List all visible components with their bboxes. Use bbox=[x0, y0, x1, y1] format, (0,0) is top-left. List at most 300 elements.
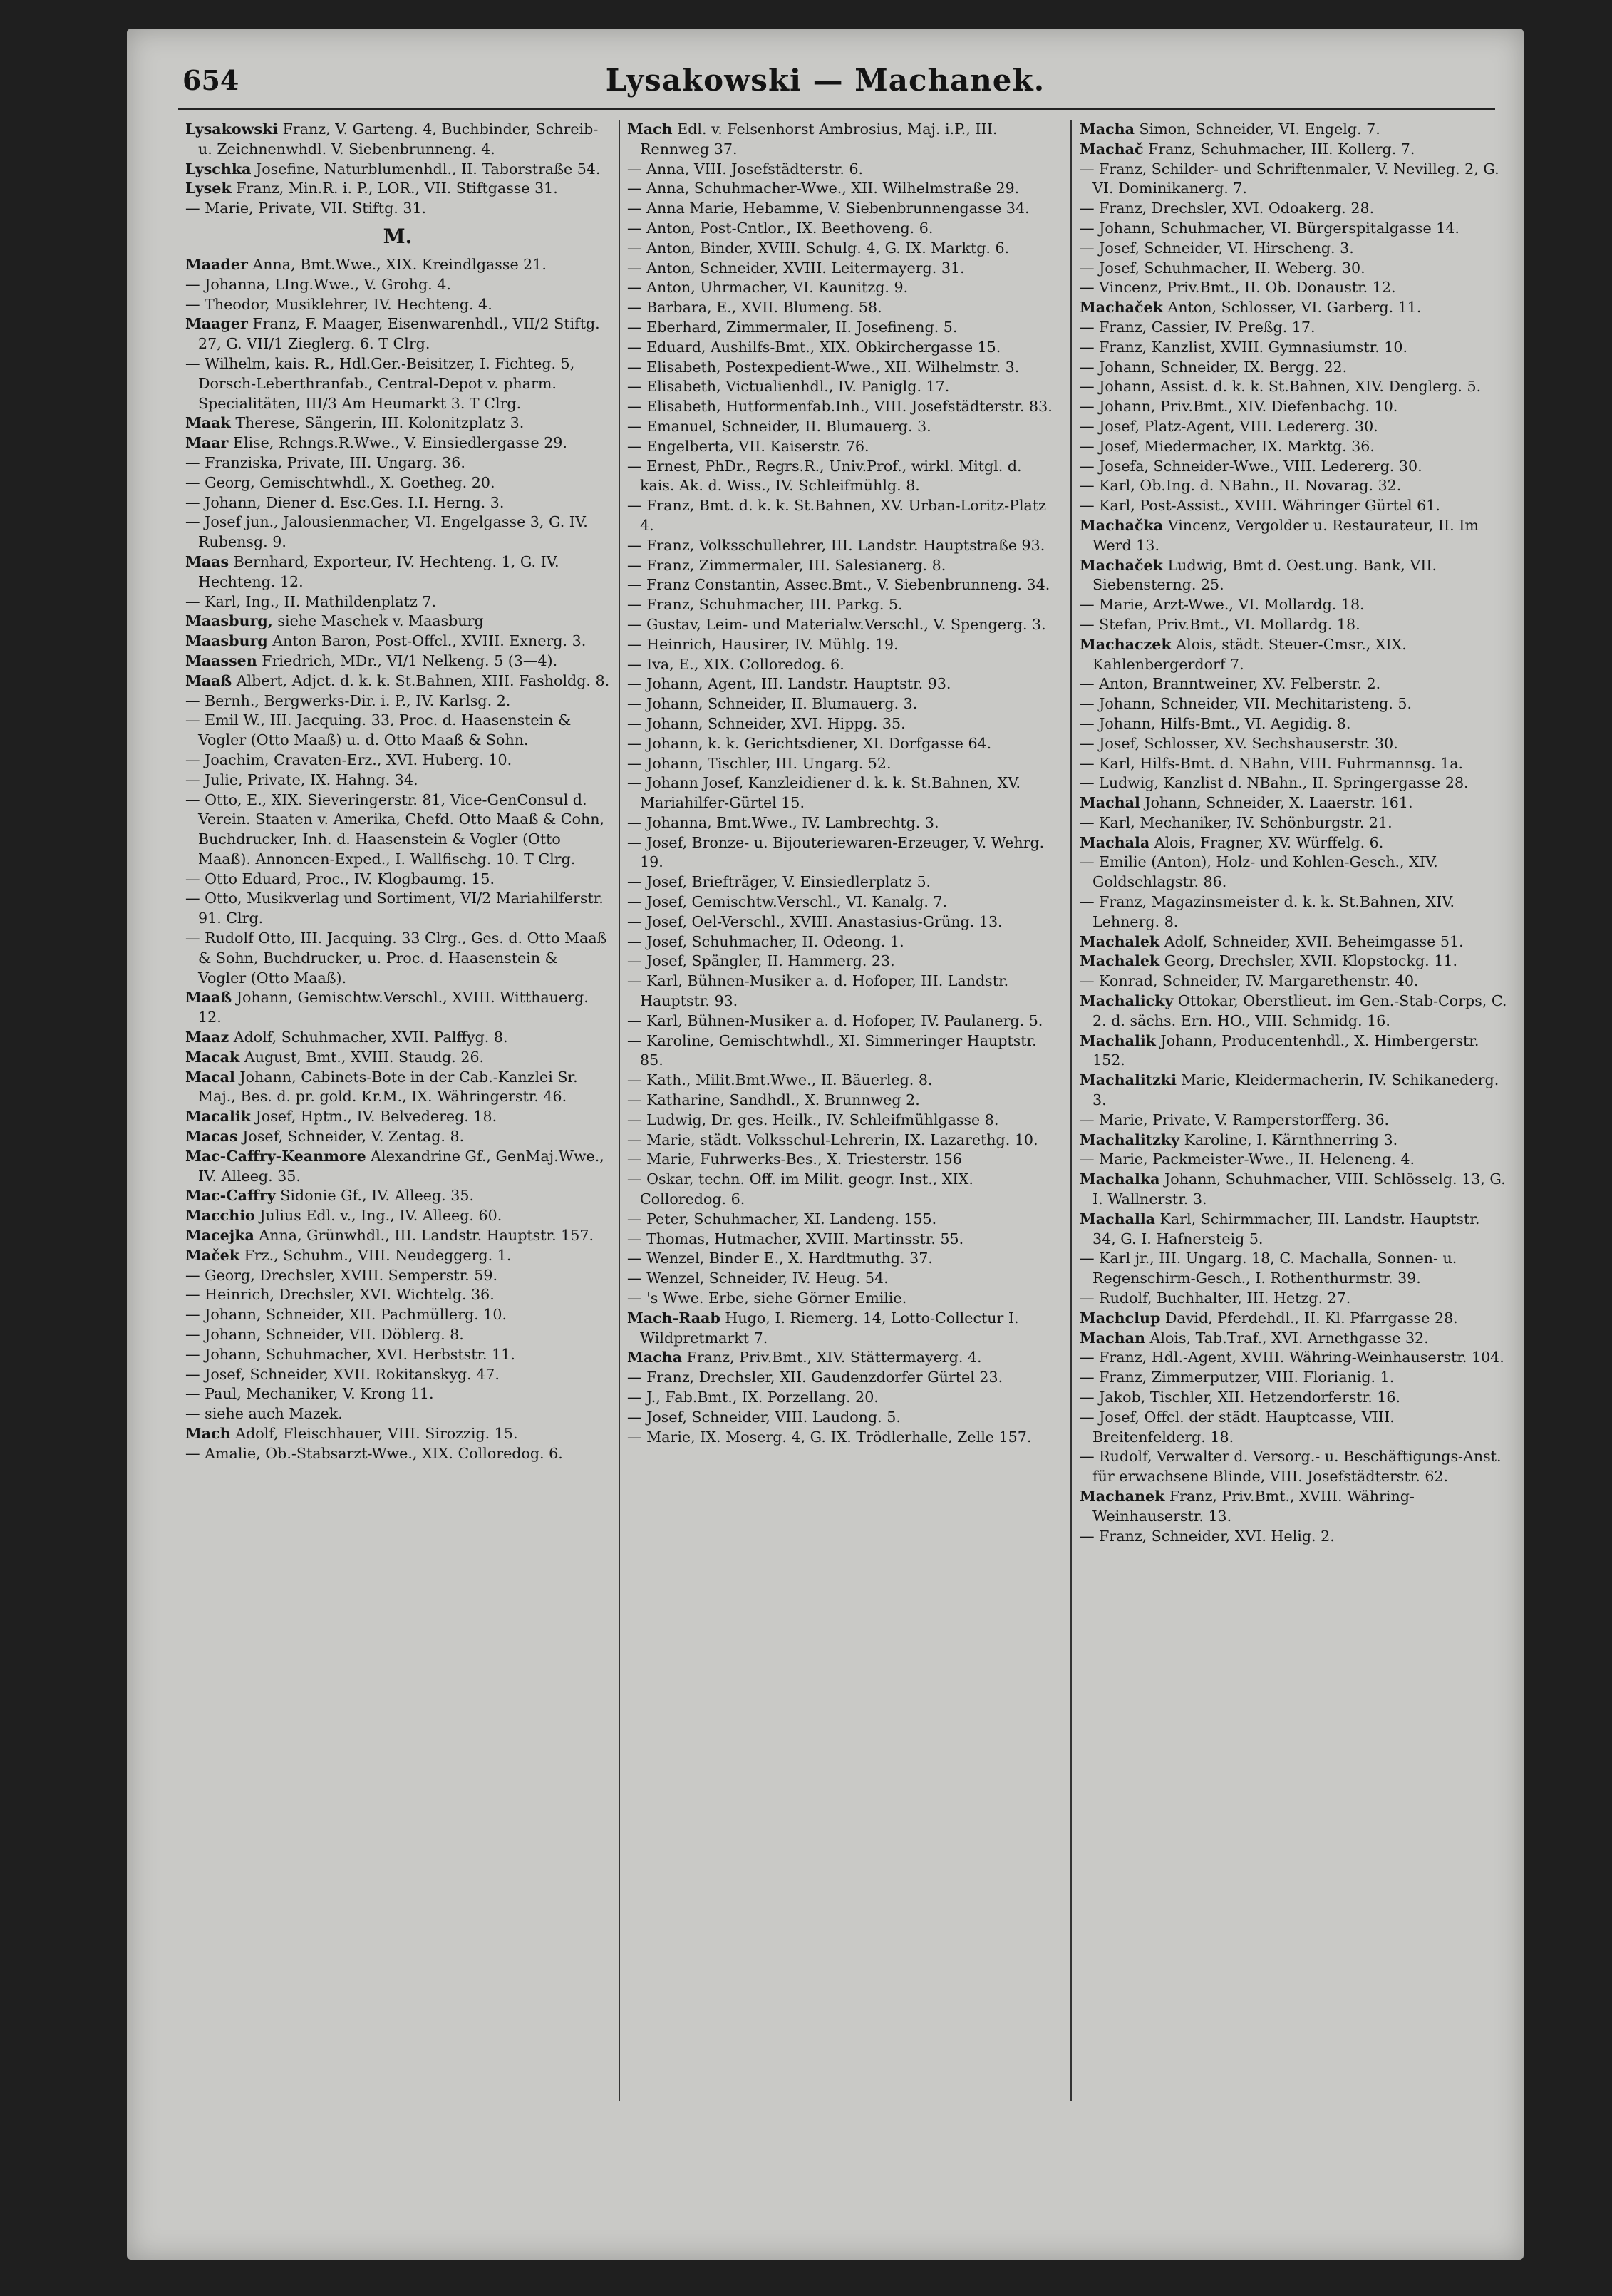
entry-details: — Otto Eduard, Proc., IV. Klogbaumg. 15. bbox=[185, 870, 495, 887]
directory-entry bbox=[1080, 1131, 1507, 1150]
directory-entry bbox=[1080, 199, 1507, 219]
entry-details: — Johann, Assist. d. k. k. St.Bahnen, XIV. Denglerg. 5. bbox=[1080, 378, 1482, 396]
entry-surname: Maak bbox=[185, 414, 231, 432]
directory-entry bbox=[185, 552, 610, 592]
entry-details: — Karoline, Gemischtwhdl., XI. Simmeringer Hauptstr. 85. bbox=[627, 1031, 1037, 1069]
entry-details: — Elisabeth, Victualienhdl., IV. Paniglg. 17. bbox=[627, 378, 950, 396]
directory-entry bbox=[627, 1071, 1060, 1091]
directory-entry bbox=[185, 592, 610, 612]
entry-details: — Anton, Schneider, XVIII. Leitermayerg. 31. bbox=[627, 259, 965, 277]
directory-entry bbox=[627, 734, 1060, 754]
directory-entry bbox=[185, 751, 610, 771]
entry-details: — Theodor, Musiklehrer, IV. Hechteng. 4. bbox=[185, 295, 492, 313]
entry-details: Friedrich, MDr., VI/1 Nelkeng. 5 (3—4). bbox=[262, 652, 558, 669]
entry-details: — Josef, Schneider, XVII. Rokitanskyg. 47. bbox=[185, 1365, 500, 1383]
entry-details: Alois, städt. Steuer-Cmsr., XIX. Kahlenbergerdorf 7. bbox=[1092, 635, 1407, 673]
entry-details: — Katharine, Sandhdl., X. Brunnweg 2. bbox=[627, 1091, 920, 1109]
entry-details: — Gustav, Leim- und Materialw.Verschl., V. Spengerg. 3. bbox=[627, 615, 1046, 633]
entry-surname: Macha bbox=[1080, 120, 1135, 138]
directory-entry bbox=[627, 1388, 1060, 1408]
directory-entry bbox=[627, 1428, 1060, 1448]
directory-entry bbox=[1080, 932, 1507, 952]
directory-page bbox=[127, 29, 1524, 2260]
entry-details: — Franz, Drechsler, XII. Gaudenzdorfer Gürtel 23. bbox=[627, 1369, 1003, 1386]
directory-entry bbox=[1080, 1071, 1507, 1111]
entry-details: Josef, Schneider, V. Zentag. 8. bbox=[242, 1128, 465, 1146]
entry-details: Alexandrine Gf., GenMaj.Wwe., IV. Alleeg. 35. bbox=[198, 1147, 604, 1185]
directory-entry bbox=[185, 199, 610, 219]
directory-entry bbox=[1080, 1487, 1507, 1527]
entry-details: — Marie, IX. Moserg. 4, G. IX. Trödlerhalle, Zelle 157. bbox=[627, 1428, 1032, 1446]
entry-details: — Johann, Schneider, VII. Mechitaristeng. 5. bbox=[1080, 695, 1412, 713]
entry-details: Karl, Schirmmacher, III. Landstr. Hauptstr. 34, G. I. Hafnersteig 5. bbox=[1092, 1210, 1480, 1247]
entry-details: — Johann, Schuhmacher, XVI. Herbststr. 11. bbox=[185, 1345, 515, 1363]
entry-surname: Maasburg bbox=[185, 632, 268, 650]
entry-details: — Otto, E., XIX. Sieveringerstr. 81, Vice-GenConsul d. Verein. Staaten v. Amerika, Chefd. Otto Maaß & Cohn, Buchdrucker, Inh. d. Haasenstein & Vogler (Otto Maaß). Annoncen-Exped., I. Wallfischg. 10. T Clrg. bbox=[185, 791, 605, 868]
directory-entry bbox=[185, 120, 610, 160]
entry-details: Franz, V. Garteng. 4, Buchbinder, Schreib- u. Zeichnenwhdl. V. Siebenbrunneng. 4. bbox=[198, 120, 599, 158]
entry-surname: Maaz bbox=[185, 1029, 229, 1046]
entry-surname: Maaß bbox=[185, 671, 232, 689]
entry-details: Franz, Schuhmacher, III. Kollerg. 7. bbox=[1148, 140, 1415, 158]
directory-entry bbox=[1080, 813, 1507, 833]
entry-details: — Karl, Bühnen-Musiker a. d. Hofoper, IV. Paulanerg. 5. bbox=[627, 1011, 1043, 1029]
entry-details: Josefine, Naturblumenhdl., II. Taborstraße 54. bbox=[255, 160, 601, 177]
entry-details: — Josef, Spängler, II. Hammerg. 23. bbox=[627, 952, 895, 970]
entry-details: — Johann Josef, Kanzleidiener d. k. k. St.Bahnen, XV. Mariahilfer-Gürtel 15. bbox=[627, 774, 1021, 812]
entry-details: Frz., Schuhm., VIII. Neudeggerg. 1. bbox=[244, 1246, 512, 1264]
entries bbox=[627, 120, 1060, 1447]
entry-details: — Anton, Uhrmacher, VI. Kaunitzg. 9. bbox=[627, 279, 909, 297]
directory-entry bbox=[627, 813, 1060, 833]
directory-entry bbox=[185, 1068, 610, 1108]
directory-entry bbox=[627, 615, 1060, 635]
entry-details: — Anton, Post-Cntlor., IX. Beethoveng. 6. bbox=[627, 219, 934, 237]
entry-details: Bernhard, Exporteur, IV. Hechteng. 1, G. IV. Hechteng. 12. bbox=[198, 552, 559, 590]
entry-details: — Emanuel, Schneider, II. Blumauerg. 3. bbox=[627, 417, 931, 435]
directory-entry bbox=[627, 318, 1060, 338]
directory-entry bbox=[1080, 298, 1507, 318]
entry-details: — Oskar, techn. Off. im Milit. geogr. Inst., XIX. Colloredog. 6. bbox=[627, 1170, 973, 1208]
entry-details: Edl. v. Felsenhorst Ambrosius, Maj. i.P., III. Rennweg 37. bbox=[640, 120, 998, 158]
entry-details: — Iva, E., XIX. Colloredog. 6. bbox=[627, 655, 844, 673]
directory-entry bbox=[1080, 1447, 1507, 1487]
entry-details: Karoline, I. Kärnthnerring 3. bbox=[1184, 1131, 1398, 1148]
entry-details: — Amalie, Ob.-Stabsarzt-Wwe., XIX. Colloredog. 6. bbox=[185, 1444, 563, 1462]
directory-entry bbox=[185, 1127, 610, 1147]
entry-details: — Julie, Private, IX. Hahng. 34. bbox=[185, 771, 418, 788]
directory-entry bbox=[185, 870, 610, 890]
entry-details: — Konrad, Schneider, IV. Margarethenstr. 40. bbox=[1080, 972, 1419, 990]
entry-surname: Mach bbox=[185, 1425, 231, 1442]
directory-entry bbox=[1080, 437, 1507, 457]
directory-entry bbox=[185, 493, 610, 513]
entry-surname: Macalik bbox=[185, 1108, 251, 1126]
entry-details: — Josef, Briefträger, V. Einsiedlerplatz 5. bbox=[627, 873, 931, 891]
entries-m bbox=[185, 255, 610, 1464]
directory-entry bbox=[1080, 1368, 1507, 1388]
directory-entry bbox=[627, 1150, 1060, 1170]
entry-surname: Maasburg, bbox=[185, 612, 273, 630]
directory-entry bbox=[185, 275, 610, 295]
page-header bbox=[127, 29, 1524, 114]
entry-details: — Josef jun., Jalousienmacher, VI. Engelgasse 3, G. IV. Rubensg. 9. bbox=[185, 513, 588, 551]
entry-details: — Franz Constantin, Assec.Bmt., V. Siebenbrunneng. 34. bbox=[627, 576, 1050, 594]
directory-entry bbox=[185, 1384, 610, 1404]
directory-entry bbox=[627, 575, 1060, 595]
directory-entry bbox=[185, 179, 610, 199]
directory-entry bbox=[185, 1365, 610, 1385]
entry-details: Johann, Producentenhdl., X. Himbergerstr. 152. bbox=[1092, 1031, 1479, 1069]
directory-entry bbox=[1080, 892, 1507, 932]
directory-entry bbox=[185, 1147, 610, 1187]
entry-details: — Emilie (Anton), Holz- und Kohlen-Gesch., XIV. Goldschlagstr. 86. bbox=[1080, 853, 1438, 891]
entry-surname: Maader bbox=[185, 255, 248, 273]
directory-entry bbox=[185, 453, 610, 473]
directory-entry bbox=[627, 1348, 1060, 1368]
entry-surname: Machalla bbox=[1080, 1210, 1155, 1227]
entry-details: — Rudolf, Verwalter d. Versorg.- u. Beschäftigungs-Anst. für erwachsene Blinde, VIII. Josefstädterstr. 62. bbox=[1080, 1448, 1502, 1486]
entry-details: — Joachim, Cravaten-Erz., XVI. Huberg. 10. bbox=[185, 751, 512, 768]
directory-entry bbox=[627, 1031, 1060, 1071]
directory-entry bbox=[1080, 318, 1507, 338]
directory-entry bbox=[1080, 952, 1507, 972]
directory-entry bbox=[185, 1107, 610, 1127]
entry-details: — Johann, Diener d. Esc.Ges. I.I. Herng. 3. bbox=[185, 493, 505, 511]
entry-details: — Jakob, Tischler, XII. Hetzendorferstr. 16. bbox=[1080, 1389, 1401, 1406]
entry-surname: Machalitzki bbox=[1080, 1071, 1177, 1089]
entry-details: — Josef, Schlosser, XV. Sechshauserstr. 30. bbox=[1080, 734, 1398, 752]
entry-surname: Machan bbox=[1080, 1329, 1145, 1347]
directory-entry bbox=[627, 1408, 1060, 1428]
entry-details: Ottokar, Oberstlieut. im Gen.-Stab-Corps, C. 2. d. sächs. Ern. HO., VIII. Schmidg. 16. bbox=[1092, 992, 1507, 1029]
column-3 bbox=[1080, 120, 1507, 2116]
directory-entry bbox=[627, 1249, 1060, 1269]
directory-entry bbox=[1080, 1170, 1507, 1210]
entry-details: — Marie, Arzt-Wwe., VI. Mollardg. 18. bbox=[1080, 596, 1365, 614]
directory-entry bbox=[627, 1368, 1060, 1388]
entry-surname: Lysek bbox=[185, 180, 232, 197]
entry-surname: Machal bbox=[1080, 794, 1140, 812]
directory-entry bbox=[627, 457, 1060, 497]
entry-details: Franz, Priv.Bmt., XVIII. Währing-Weinhauserstr. 13. bbox=[1092, 1487, 1415, 1525]
entry-details: — Josef, Schneider, VI. Hirscheng. 3. bbox=[1080, 239, 1354, 257]
entry-details: August, Bmt., XVIII. Staudg. 26. bbox=[244, 1048, 485, 1066]
directory-entry bbox=[185, 691, 610, 711]
directory-entry bbox=[627, 1091, 1060, 1111]
entry-details: David, Pferdehdl., II. Kl. Pfarrgasse 28. bbox=[1164, 1309, 1458, 1327]
directory-entry bbox=[1080, 377, 1507, 397]
directory-entry bbox=[627, 714, 1060, 734]
directory-entry bbox=[1080, 358, 1507, 378]
entry-details: — Franz, Cassier, IV. Preßg. 17. bbox=[1080, 318, 1316, 336]
directory-entry bbox=[627, 298, 1060, 318]
entry-details: — Franz, Kanzlist, XVIII. Gymnasiumstr. 10. bbox=[1080, 338, 1408, 356]
directory-entry bbox=[1080, 635, 1507, 675]
directory-entry bbox=[1080, 1408, 1507, 1448]
entry-details: Adolf, Fleischhauer, VIII. Sirozzig. 15. bbox=[235, 1425, 518, 1442]
entry-details: — Wilhelm, kais. R., Hdl.Ger.-Beisitzer, I. Fichteg. 5, Dorsch-Leberthranfab., Central-Depot v. pharm. Specialitäten, III/3 Am Heumarkt 3. T Clrg. bbox=[185, 354, 575, 412]
entry-details: — Johann, Tischler, III. Ungarg. 52. bbox=[627, 754, 892, 772]
entry-details: — Marie, Private, V. Ramperstorfferg. 36. bbox=[1080, 1111, 1390, 1128]
entry-details: — Anna Marie, Hebamme, V. Siebenbrunnengasse 34. bbox=[627, 200, 1030, 217]
entry-details: — Anton, Branntweiner, XV. Felberstr. 2. bbox=[1080, 675, 1381, 693]
entry-details: — Ludwig, Kanzlist d. NBahn., II. Springergasse 28. bbox=[1080, 774, 1469, 792]
entry-details: — Josef, Oel-Verschl., XVIII. Anastasius-Grüng. 13. bbox=[627, 912, 1003, 930]
entry-surname: Maassen bbox=[185, 652, 257, 669]
directory-entry bbox=[627, 1111, 1060, 1131]
directory-entry bbox=[1080, 278, 1507, 298]
directory-entry bbox=[185, 1028, 610, 1048]
entry-details: Therese, Sängerin, III. Kolonitzplatz 3. bbox=[235, 414, 525, 432]
directory-entry bbox=[185, 791, 610, 870]
directory-entry bbox=[627, 773, 1060, 813]
directory-entry bbox=[185, 612, 610, 632]
directory-entry bbox=[1080, 1527, 1507, 1547]
directory-entry bbox=[627, 1230, 1060, 1250]
directory-entry bbox=[627, 338, 1060, 358]
entry-details: Johann, Schneider, X. Laaerstr. 161. bbox=[1145, 794, 1413, 812]
directory-entry bbox=[1080, 338, 1507, 358]
directory-entry bbox=[627, 655, 1060, 675]
entry-details: — Josef, Schneider, VIII. Laudong. 5. bbox=[627, 1408, 901, 1426]
entry-details: — Johanna, Bmt.Wwe., IV. Lambrechtg. 3. bbox=[627, 813, 939, 831]
entry-details: — Johann, Agent, III. Landstr. Hauptstr. 93. bbox=[627, 675, 951, 693]
directory-entry bbox=[627, 239, 1060, 259]
entry-surname: Machalka bbox=[1080, 1170, 1160, 1188]
entry-details: — Josefa, Schneider-Wwe., VIII. Ledererg. 30. bbox=[1080, 457, 1422, 475]
entry-details: — siehe auch Mazek. bbox=[185, 1405, 343, 1423]
entry-surname: Macak bbox=[185, 1048, 240, 1066]
column-divider bbox=[1070, 120, 1072, 2101]
directory-entry bbox=[185, 889, 610, 929]
entry-surname: Maček bbox=[185, 1246, 240, 1264]
entry-details: Johann, Gemischtw.Verschl., XVIII. Witthauerg. 12. bbox=[198, 989, 589, 1026]
entry-details: — Eberhard, Zimmermaler, II. Josefineng. 5. bbox=[627, 318, 958, 336]
directory-entry bbox=[1080, 595, 1507, 615]
directory-entry bbox=[627, 160, 1060, 180]
entry-details: — Ludwig, Dr. ges. Heilk., IV. Schleifmühlgasse 8. bbox=[627, 1111, 999, 1128]
entry-surname: Maas bbox=[185, 552, 229, 570]
directory-entry bbox=[627, 1289, 1060, 1309]
entry-details: — Johann, Schuhmacher, VI. Bürgerspitalgasse 14. bbox=[1080, 219, 1459, 237]
directory-entry bbox=[627, 952, 1060, 972]
entry-surname: Mac-Caffry-Keanmore bbox=[185, 1147, 366, 1165]
entry-details: — Franz, Schuhmacher, III. Parkg. 5. bbox=[627, 596, 903, 614]
entry-details: Elise, Rchngs.R.Wwe., V. Einsiedlergasse 29. bbox=[232, 434, 567, 452]
entry-details: — Franz, Zimmerputzer, VIII. Florianig. 1. bbox=[1080, 1369, 1395, 1386]
directory-entry bbox=[1080, 140, 1507, 160]
entry-surname: Machačka bbox=[1080, 516, 1164, 534]
entry-surname: Machaczek bbox=[1080, 635, 1172, 653]
entry-details: Sidonie Gf., IV. Alleeg. 35. bbox=[280, 1187, 475, 1205]
directory-entry bbox=[185, 1246, 610, 1266]
entry-surname: Machalek bbox=[1080, 952, 1160, 970]
directory-entry bbox=[185, 473, 610, 493]
column-2 bbox=[627, 120, 1060, 2116]
entry-details: — J., Fab.Bmt., IX. Porzellang. 20. bbox=[627, 1389, 879, 1406]
entry-surname: Macejka bbox=[185, 1227, 254, 1245]
entries-l bbox=[185, 120, 610, 219]
directory-entry bbox=[627, 417, 1060, 437]
entry-details: — Franz, Bmt. d. k. k. St.Bahnen, XV. Urban-Loritz-Platz 4. bbox=[627, 497, 1046, 534]
directory-entry bbox=[1080, 1289, 1507, 1309]
directory-entry bbox=[185, 1226, 610, 1246]
directory-entry bbox=[1080, 397, 1507, 417]
entry-surname: Macha bbox=[627, 1349, 682, 1366]
directory-entry bbox=[1080, 556, 1507, 596]
entry-surname: Machanek bbox=[1080, 1487, 1165, 1505]
entry-details: — Karl, Ing., II. Mathildenplatz 7. bbox=[185, 592, 436, 610]
entry-details: Ludwig, Bmt d. Oest.ung. Bank, VII. Siebensterng. 25. bbox=[1092, 556, 1437, 594]
entry-details: Anton, Schlosser, VI. Garberg. 11. bbox=[1167, 299, 1422, 316]
entry-details: — Anna, Schuhmacher-Wwe., XII. Wilhelmstraße 29. bbox=[627, 180, 1020, 197]
directory-entry bbox=[1080, 853, 1507, 892]
directory-entry bbox=[1080, 239, 1507, 259]
directory-entry bbox=[627, 556, 1060, 576]
directory-entry bbox=[185, 160, 610, 180]
directory-entry bbox=[627, 1170, 1060, 1210]
directory-entry bbox=[185, 1186, 610, 1206]
entry-details: — Paul, Mechaniker, V. Krong 11. bbox=[185, 1385, 434, 1403]
directory-entry bbox=[185, 1285, 610, 1305]
entry-details: — Karl, Bühnen-Musiker a. d. Hofoper, III. Landstr. Hauptstr. 93. bbox=[627, 972, 1009, 1010]
entry-details: — Franz, Volksschullehrer, III. Landstr. Hauptstraße 93. bbox=[627, 536, 1045, 554]
directory-entry bbox=[1080, 259, 1507, 279]
entry-details: — Ernest, PhDr., Regrs.R., Univ.Prof., wirkl. Mitgl. d. kais. Ak. d. Wiss., IV. Schleifmühlg. 8. bbox=[627, 457, 1022, 495]
entry-details: Marie, Kleidermacherin, IV. Schikanederg. 3. bbox=[1092, 1071, 1499, 1109]
entry-details: siehe Maschek v. Maasburg bbox=[277, 612, 484, 630]
entry-details: — Marie, städt. Volksschul-Lehrerin, IX. Lazarethg. 10. bbox=[627, 1131, 1038, 1148]
entry-details: — Karl, Post-Assist., XVIII. Währinger Gürtel 61. bbox=[1080, 497, 1440, 515]
directory-entry bbox=[1080, 1111, 1507, 1131]
entry-details: — Barbara, E., XVII. Blumeng. 58. bbox=[627, 299, 882, 316]
directory-entry bbox=[627, 1309, 1060, 1349]
directory-entry bbox=[185, 1048, 610, 1068]
entry-details: — Josef, Gemischtw.Verschl., VI. Kanalg. 7. bbox=[627, 893, 948, 911]
entry-details: — Josef, Schuhmacher, II. Weberg. 30. bbox=[1080, 259, 1365, 277]
column-divider bbox=[619, 120, 620, 2101]
entry-surname: Macas bbox=[185, 1128, 238, 1146]
page-title: Lysakowski — Machanek. bbox=[605, 63, 1045, 98]
entry-details: — Franz, Drechsler, XVI. Odoakerg. 28. bbox=[1080, 200, 1375, 217]
directory-entry bbox=[627, 595, 1060, 615]
entry-details: — Bernh., Bergwerks-Dir. i. P., IV. Karlsg. 2. bbox=[185, 691, 511, 709]
directory-entry bbox=[1080, 615, 1507, 635]
entry-details: — Anton, Binder, XVIII. Schulg. 4, G. IX. Marktg. 6. bbox=[627, 239, 1010, 257]
directory-entry bbox=[1080, 457, 1507, 477]
directory-entry bbox=[1080, 1388, 1507, 1408]
entry-details: — Elisabeth, Hutformenfab.Inh., VIII. Josefstädterstr. 83. bbox=[627, 398, 1053, 416]
entry-details: — Georg, Gemischtwhdl., X. Goetheg. 20. bbox=[185, 473, 495, 491]
entry-details: Alois, Tab.Traf., XVI. Arnethgasse 32. bbox=[1149, 1329, 1429, 1347]
entry-details: — Johanna, LIng.Wwe., V. Grohg. 4. bbox=[185, 275, 451, 293]
directory-entry bbox=[1080, 1329, 1507, 1349]
entry-details: — Kath., Milit.Bmt.Wwe., II. Bäuerleg. 8. bbox=[627, 1071, 933, 1089]
entry-details: — Georg, Drechsler, XVIII. Semperstr. 59. bbox=[185, 1266, 497, 1284]
entry-details: — Stefan, Priv.Bmt., VI. Mollardg. 18. bbox=[1080, 615, 1360, 633]
entry-surname: Machalik bbox=[1080, 1031, 1156, 1049]
directory-entry bbox=[1080, 833, 1507, 853]
entry-surname: Maager bbox=[185, 315, 248, 333]
directory-entry bbox=[1080, 160, 1507, 200]
directory-entry bbox=[185, 671, 610, 691]
directory-entry bbox=[185, 711, 610, 751]
column-1 bbox=[185, 120, 610, 2116]
directory-entry bbox=[627, 892, 1060, 912]
entry-details: Albert, Adjct. d. k. k. St.Bahnen, XIII. Fasholdg. 8. bbox=[236, 671, 610, 689]
directory-entry bbox=[627, 397, 1060, 417]
entry-details: — Otto, Musikverlag und Sortiment, VI/2 Mariahilferstr. 91. Clrg. bbox=[185, 890, 604, 927]
entry-details: — Marie, Private, VII. Stiftg. 31. bbox=[185, 200, 427, 217]
entry-details: — Franz, Schilder- und Schriftenmaler, V. Nevilleg. 2, G. VI. Dominikanerg. 7. bbox=[1080, 160, 1499, 197]
directory-entry bbox=[627, 199, 1060, 219]
entry-details: Anna, Bmt.Wwe., XIX. Kreindlgasse 21. bbox=[252, 255, 547, 273]
entry-surname: Lyschka bbox=[185, 160, 252, 177]
entry-details: — Johann, Schneider, XVI. Hippg. 35. bbox=[627, 714, 906, 732]
directory-entry bbox=[185, 771, 610, 791]
directory-entry bbox=[185, 513, 610, 552]
directory-entry bbox=[1080, 734, 1507, 754]
entry-details: — Karl, Ob.Ing. d. NBahn., II. Novarag. 32. bbox=[1080, 477, 1402, 495]
directory-entry bbox=[185, 988, 610, 1028]
entry-details: — Johann, Schneider, VII. Döblerg. 8. bbox=[185, 1326, 464, 1344]
entry-details: — Wenzel, Binder E., X. Hardtmuthg. 37. bbox=[627, 1250, 933, 1267]
entry-details: — Karl, Hilfs-Bmt. d. NBahn, VIII. Fuhrmannsg. 1a. bbox=[1080, 754, 1464, 772]
entry-details: — Emil W., III. Jacquing. 33, Proc. d. Haasenstein & Vogler (Otto Maaß) u. d. Otto Maaß & Sohn. bbox=[185, 711, 572, 749]
directory-entry bbox=[627, 437, 1060, 457]
entry-details: — Johann, Priv.Bmt., XIV. Diefenbachg. 10. bbox=[1080, 398, 1398, 416]
directory-entry bbox=[627, 1210, 1060, 1230]
header-rule bbox=[178, 108, 1495, 110]
entry-details: Hugo, I. Riemerg. 14, Lotto-Collectur I. Wildpretmarkt 7. bbox=[640, 1309, 1019, 1347]
entry-details: — Thomas, Hutmacher, XVIII. Martinsstr. 55. bbox=[627, 1230, 964, 1247]
directory-entry bbox=[627, 1011, 1060, 1031]
directory-entry bbox=[627, 694, 1060, 714]
directory-entry bbox=[185, 413, 610, 433]
entry-details: — Engelberta, VII. Kaiserstr. 76. bbox=[627, 437, 869, 455]
directory-entry bbox=[627, 358, 1060, 378]
directory-entry bbox=[1080, 1031, 1507, 1071]
page-number: 654 bbox=[182, 64, 239, 96]
directory-entry bbox=[627, 833, 1060, 873]
entry-details: Adolf, Schuhmacher, XVII. Palffyg. 8. bbox=[233, 1029, 508, 1046]
entry-details: — Heinrich, Hausirer, IV. Mühlg. 19. bbox=[627, 635, 899, 653]
entry-details: — Franz, Magazinsmeister d. k. k. St.Bahnen, XIV. Lehnerg. 8. bbox=[1080, 893, 1455, 930]
directory-entry bbox=[1080, 992, 1507, 1031]
entry-details: — Josef, Bronze- u. Bijouteriewaren-Erzeuger, V. Wehrg. 19. bbox=[627, 833, 1045, 871]
entry-surname: Machalicky bbox=[1080, 992, 1174, 1010]
directory-entry bbox=[627, 120, 1060, 160]
entry-details: — Josef, Schuhmacher, II. Odeong. 1. bbox=[627, 932, 904, 950]
directory-entry bbox=[1080, 120, 1507, 140]
entry-details: Franz, Priv.Bmt., XIV. Stättermayerg. 4. bbox=[686, 1349, 982, 1366]
directory-entry bbox=[1080, 1348, 1507, 1368]
entry-details: Johann, Cabinets-Bote in der Cab.-Kanzlei Sr. Maj., Bes. d. pr. gold. Kr.M., IX. Währingerstr. 46. bbox=[198, 1068, 578, 1106]
directory-entry bbox=[627, 872, 1060, 892]
entry-details: — Johann, Hilfs-Bmt., VI. Aegidig. 8. bbox=[1080, 714, 1351, 732]
entry-surname: Mach-Raab bbox=[627, 1309, 720, 1327]
directory-entry bbox=[1080, 516, 1507, 556]
entry-details: Georg, Drechsler, XVII. Klopstockg. 11. bbox=[1164, 952, 1457, 970]
entry-details: — Elisabeth, Postexpedient-Wwe., XII. Wilhelmstr. 3. bbox=[627, 358, 1020, 376]
directory-entry bbox=[185, 1266, 610, 1286]
directory-entry bbox=[1080, 1150, 1507, 1170]
directory-entry bbox=[185, 314, 610, 354]
directory-entry bbox=[627, 179, 1060, 199]
directory-entry bbox=[627, 932, 1060, 952]
entry-details: — Rudolf, Buchhalter, III. Hetzg. 27. bbox=[1080, 1289, 1351, 1307]
